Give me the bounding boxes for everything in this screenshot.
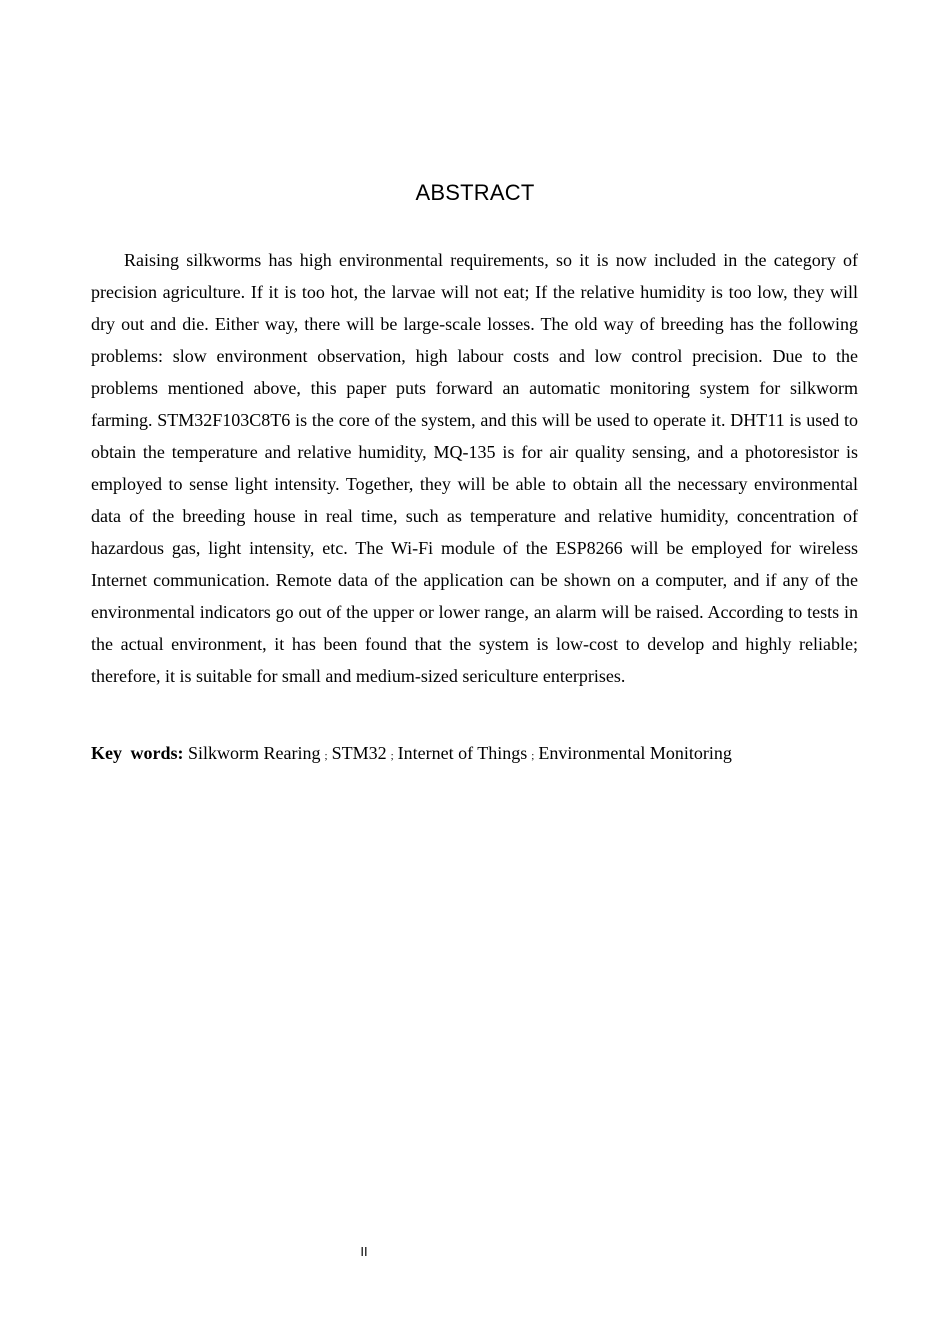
keyword-separator: ; — [390, 750, 394, 762]
keyword-separator: ; — [531, 750, 535, 762]
keyword-item: STM32 — [331, 743, 387, 763]
keywords-label: Key words: — [91, 743, 184, 763]
keyword-item: Internet of Things — [397, 743, 528, 763]
abstract-title: ABSTRACT — [415, 180, 535, 205]
page-number: II — [360, 1244, 368, 1259]
keyword-separator: ; — [324, 750, 328, 762]
keywords-line — [91, 738, 858, 771]
keyword-item: Silkworm Rearing — [188, 743, 321, 763]
keyword-item: Environmental Monitoring — [538, 743, 732, 763]
abstract-body: Raising silkworms has high environmental requirements, so it is now included in the category of precision agriculture. If it is too hot, the larvae will not eat; If the relative humidity is too low, they will dry out and die. Either way, there will be large-scale losses. The old way of breeding has the following problems: slow environment observation, high labour costs and low control precision. Due to the problems mentioned above, this paper puts forward an automatic monitoring system for silkworm farming. STM32F103C8T6 is the core of the system, and this will be used to operate it. DHT11 is used to obtain the temperature and relative humidity, MQ-135 is for air quality sensing, and a photoresistor is employed to sense light intensity. Together, they will be able to obtain all the necessary environmental data of the breeding house in real time, such as temperature and relative humidity, concentration of hazardous gas, light intensity, etc. The Wi-Fi module of the ESP8266 will be employed for wireless Internet communication. Remote data of the application can be shown on a computer, and if any of the environmental indicators go out of the upper or lower range, an alarm will be raised. According to tests in the actual environment, it has been found that the system is low-cost to develop and highly reliable; therefore, it is suitable for small and medium-sized sericulture enterprises. — [91, 250, 858, 686]
